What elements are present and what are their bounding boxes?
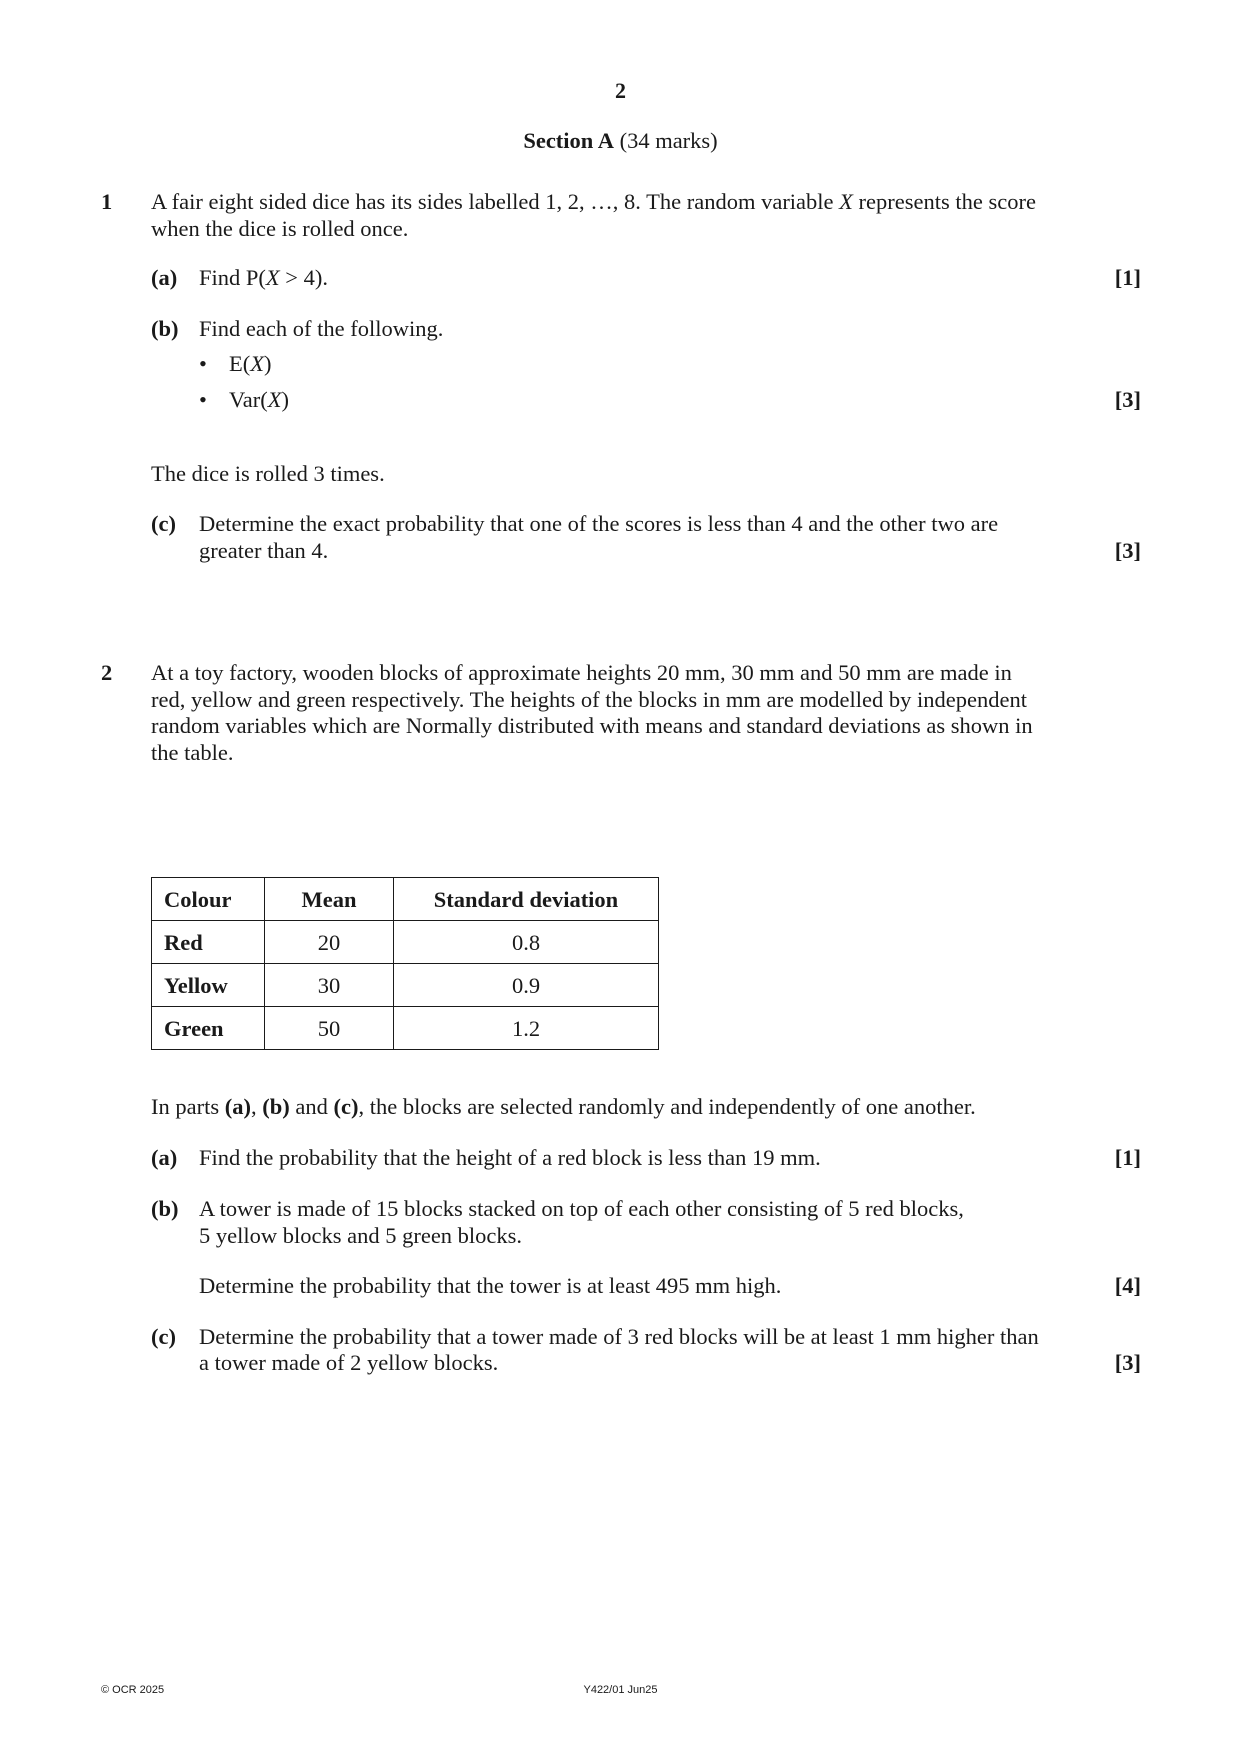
q1-part-a-text: Find P(X > 4).: [199, 265, 328, 290]
bullet-icon: •: [199, 351, 207, 376]
q1-part-a-marks: [1]: [1114, 265, 1141, 290]
table-cell-sd: 1.2: [394, 1007, 659, 1050]
table-cell-colour: Yellow: [152, 964, 265, 1007]
q2-part-a-label: (a): [151, 1145, 178, 1170]
table-header-colour: Colour: [152, 878, 265, 921]
q2-part-b-line3: Determine the probability that the tower is at least 495 mm high.: [199, 1273, 782, 1298]
q2-part-c-marks: [3]: [1114, 1350, 1141, 1375]
q2-part-c-label: (c): [151, 1324, 176, 1349]
q2-part-a-marks: [1]: [1114, 1145, 1141, 1170]
q1-part-b-marks: [3]: [1114, 387, 1141, 412]
question-2-intro-line1: At a toy factory, wooden blocks of approximate heights 20 mm, 30 mm and 50 mm are made in: [151, 660, 1012, 685]
q1-part-b-bullet-1: E(X): [229, 351, 272, 376]
question-2-intro-line3: random variables which are Normally distributed with means and standard deviations as shown in: [151, 713, 1033, 738]
q1-part-b-text: Find each of the following.: [199, 316, 444, 341]
table-row: [152, 1007, 659, 1050]
section-title: Section A: [523, 128, 614, 153]
question-2-number: 2: [101, 660, 113, 685]
question-1-intro: A fair eight sided dice has its sides labelled 1, 2, …, 8. The random variable X represents the score: [151, 189, 1036, 214]
question-1-intro-line2: when the dice is rolled once.: [151, 216, 409, 241]
q2-parts-note: In parts (a), (b) and (c), the blocks are selected randomly and independently of one another.: [151, 1094, 976, 1119]
q2-part-b-line2: 5 yellow blocks and 5 green blocks.: [199, 1223, 523, 1248]
table-cell-sd: 0.8: [394, 921, 659, 964]
q2-part-b-line1: A tower is made of 15 blocks stacked on top of each other consisting of 5 red blocks,: [199, 1196, 964, 1221]
q2-part-c-line1: Determine the probability that a tower made of 3 red blocks will be at least 1 mm higher than: [199, 1324, 1039, 1349]
footer-copyright: © OCR 2025: [101, 1684, 165, 1696]
q2-part-b-marks: [4]: [1114, 1273, 1141, 1298]
bullet-icon: •: [199, 387, 207, 412]
q1-part-b-bullet-2: Var(X): [229, 387, 289, 412]
table-cell-mean: 20: [265, 921, 394, 964]
q1-part-c-line2: greater than 4.: [199, 538, 329, 563]
footer-paper-code: Y422/01 Jun25: [583, 1684, 658, 1696]
table-header-sd: Standard deviation: [394, 878, 659, 921]
block-heights-table: [151, 877, 659, 1050]
section-heading: [0, 126, 1241, 155]
section-marks: (34 marks): [619, 128, 718, 153]
q1-part-c-label: (c): [151, 511, 176, 536]
table-cell-mean: 50: [265, 1007, 394, 1050]
table-cell-sd: 0.9: [394, 964, 659, 1007]
q2-part-b-label: (b): [151, 1196, 179, 1221]
q2-part-c-line2: a tower made of 2 yellow blocks.: [199, 1350, 499, 1375]
q1-part-b-label: (b): [151, 316, 179, 341]
question-2-intro-line4: the table.: [151, 740, 234, 765]
table-header-mean: Mean: [265, 878, 394, 921]
q2-part-a-text: Find the probability that the height of a red block is less than 19 mm.: [199, 1145, 821, 1170]
table-row: [152, 921, 659, 964]
q1-part-c-line1: Determine the exact probability that one of the scores is less than 4 and the other two are: [199, 511, 999, 536]
table-cell-colour: Red: [152, 921, 265, 964]
question-1-number: 1: [101, 189, 113, 214]
q1-context: The dice is rolled 3 times.: [151, 461, 385, 486]
table-cell-mean: 30: [265, 964, 394, 1007]
table-cell-colour: Green: [152, 1007, 265, 1050]
table-header-row: [152, 878, 659, 921]
question-2-intro-line2: red, yellow and green respectively. The heights of the blocks in mm are modelled by independent: [151, 687, 1027, 712]
page-number: 2: [615, 78, 626, 103]
q1-part-a-label: (a): [151, 265, 178, 290]
table-row: [152, 964, 659, 1007]
q1-part-c-marks: [3]: [1114, 538, 1141, 563]
